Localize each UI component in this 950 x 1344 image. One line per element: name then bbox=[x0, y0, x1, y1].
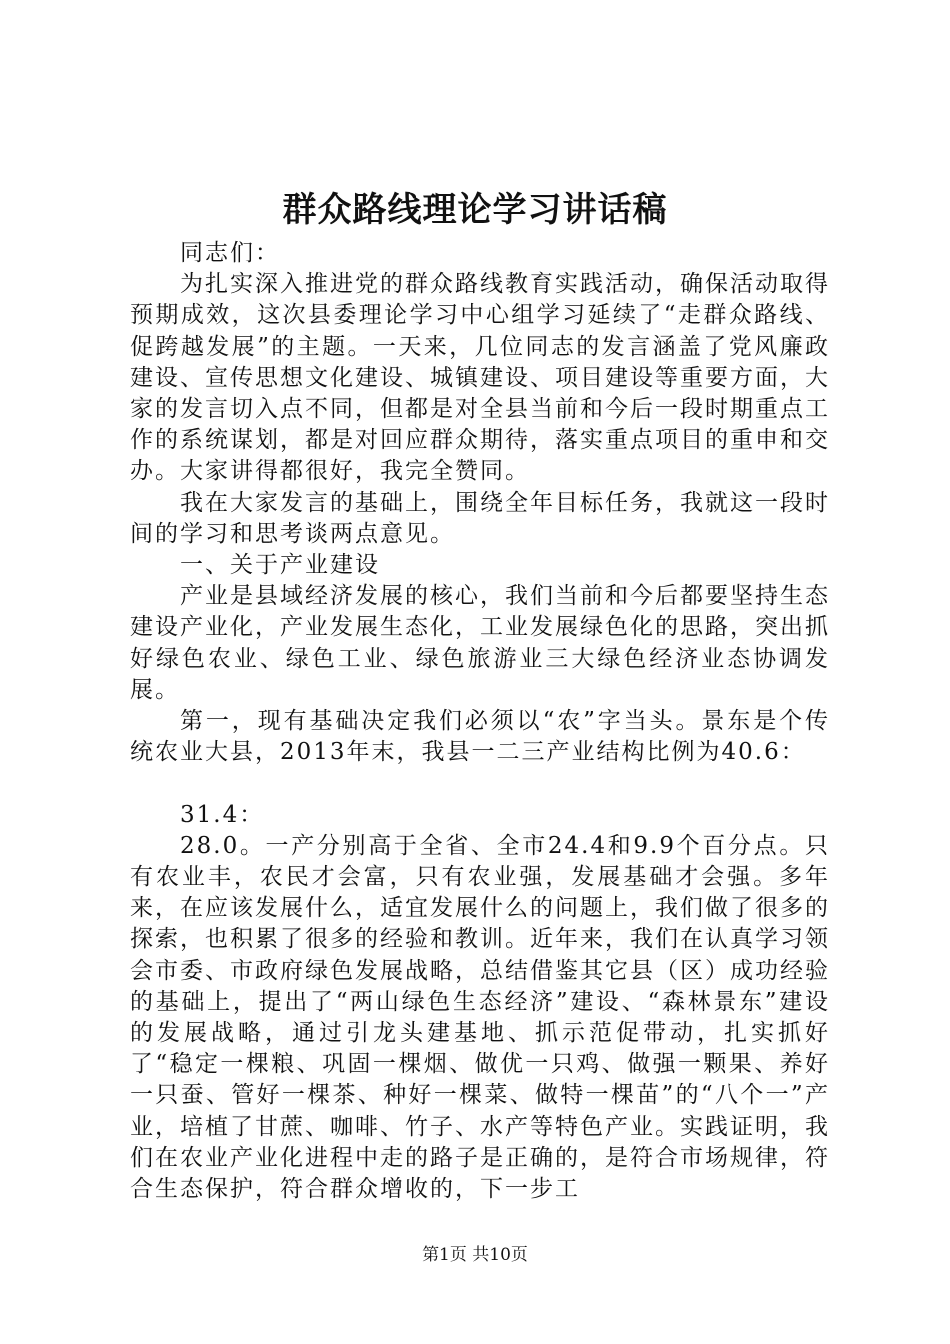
document-body bbox=[130, 238, 830, 1205]
paragraph-ratio-fragment: 31.4： bbox=[180, 801, 265, 828]
paragraph-first-point: 第一，现有基础决定我们必须以“农”字当头。景东是个传统农业大县，2013年末，我县一二三产业结构比例为40.6： bbox=[130, 708, 830, 766]
paragraph-outline: 我在大家发言的基础上，围绕全年目标任务，我就这一段时间的学习和思考谈两点意见。 bbox=[130, 489, 830, 547]
paragraph-intro: 为扎实深入推进党的群众路线教育实践活动，确保活动取得预期成效，这次县委理论学习中心组学习延续了“走群众路线、促跨越发展”的主题。一天来，几位同志的发言涵盖了党风廉政建设、宣传思想文化建设、城镇建设、项目建设等重要方面，大家的发言切入点不同，但都是对全县当前和今后一段时期重点工作的系统谋划，都是对回应群众期待，落实重点项目的重申和交办。大家讲得都很好，我完全赞同。 bbox=[130, 271, 830, 485]
page-title: 群众路线理论学习讲话稿 bbox=[282, 190, 668, 230]
salutation: 同志们： bbox=[180, 240, 280, 266]
paragraph-agriculture: 28.0。一产分别高于全省、全市24.4和9.9个百分点。只有农业丰，农民才会富，只有农业强，发展基础才会强。多年来，在应该发展什么，适宜发展什么的问题上，我们做了很多的探索，也积累了很多的经验和教训。近年来，我们在认真学习领会市委、市政府绿色发展战略，总结借鉴其它县（区）成功经验的基础上，提出了“两山绿色生态经济”建设、“森林景东”建设的发展战略，通过引龙头建基地、抓示范促带动，扎实抓好了“稳定一棵粮、巩固一棵烟、做优一只鸡、做强一颗果、养好一只蚕、管好一棵茶、种好一棵菜、做特一棵苗”的“八个一”产业，培植了甘蔗、咖啡、竹子、水产等特色产业。实践证明，我们在农业产业化进程中走的路子是正确的，是符合市场规律，符合生态保护，符合群众增收的，下一步工 bbox=[130, 832, 830, 1203]
paragraph-industry: 产业是县域经济发展的核心，我们当前和今后都要坚持生态建设产业化，产业发展生态化，工业发展绿色化的思路，突出抓好绿色农业、绿色工业、绿色旅游业三大绿色经济业态协调发展。 bbox=[130, 583, 830, 703]
page-footer: 第1页 共10页 bbox=[422, 1245, 528, 1265]
section-heading: 一、关于产业建设 bbox=[180, 552, 380, 579]
